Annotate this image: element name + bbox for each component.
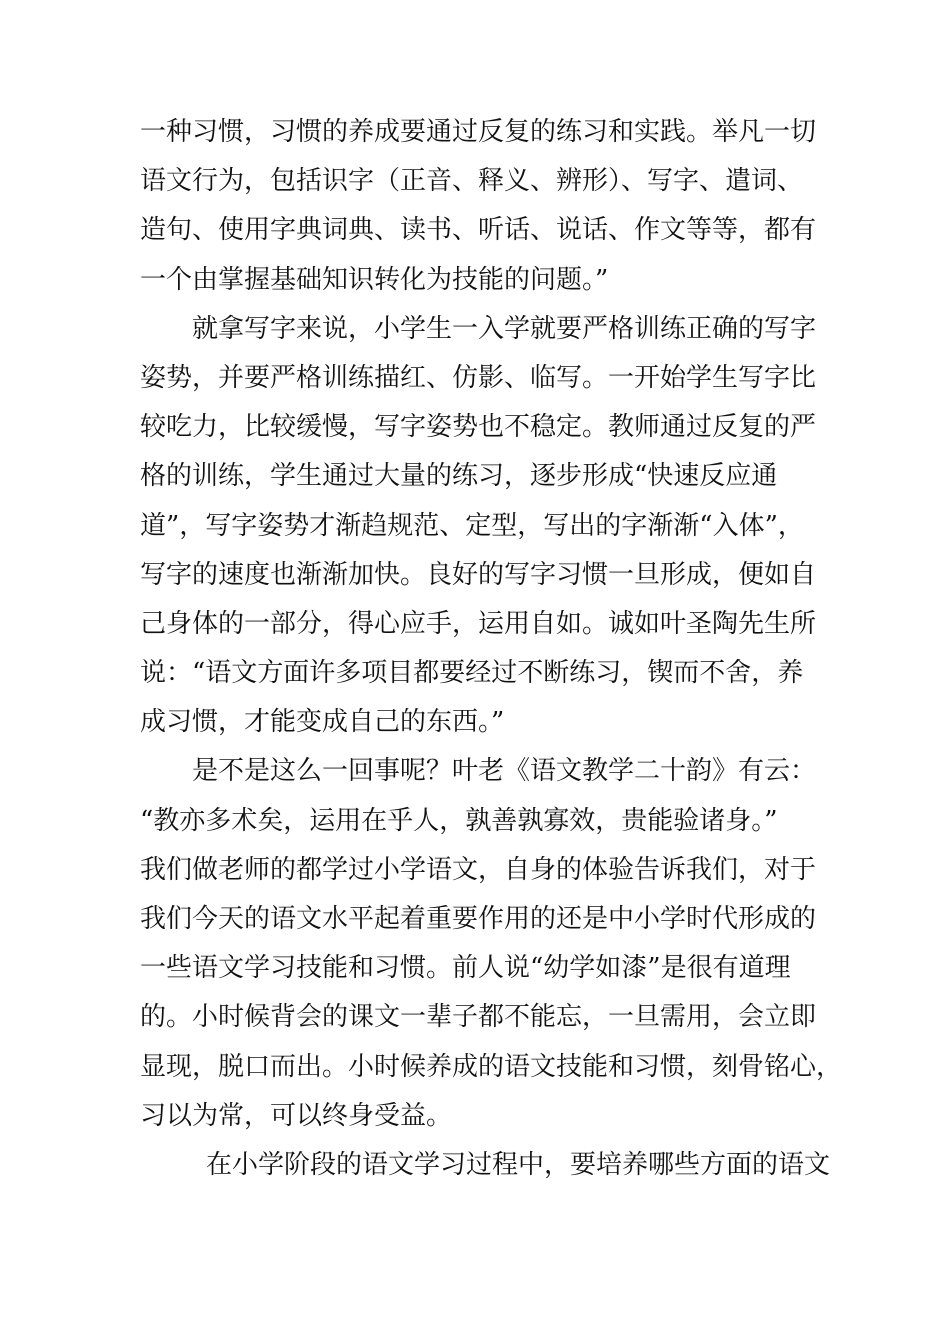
text-line: 显现，脱口而出。小时候养成的语文技能和习惯，刻骨铭心， bbox=[140, 1051, 843, 1082]
text-line: 格的训练，学生通过大量的练习，逐步形成“快速反应通 bbox=[140, 461, 778, 492]
text-line: 造句、使用字典词典、读书、听话、说话、作文等等，都有 bbox=[140, 215, 817, 246]
text-line: 道”，写字姿势才渐趋规范、定型，写出的字渐渐“入体”， bbox=[140, 510, 804, 541]
body-text bbox=[140, 108, 843, 1190]
paragraph-first-line: 是不是这么一回事呢？叶老《语文教学二十韵》有云： bbox=[192, 756, 817, 787]
text-line: 我们今天的语文水平起着重要作用的还是中小学时代形成的 bbox=[140, 904, 817, 934]
text-line: 较吃力，比较缓慢，写字姿势也不稳定。教师通过反复的严 bbox=[140, 412, 817, 443]
paragraph-first-line: 就拿写字来说，小学生一入学就要严格训练正确的写字 bbox=[192, 313, 817, 344]
text-line: 己身体的一部分，得心应手，运用自如。诚如叶圣陶先生所 bbox=[140, 608, 817, 639]
text-line: 写字的速度也渐渐加快。良好的写字习惯一旦形成，便如自 bbox=[140, 559, 817, 590]
text-line: 一个由掌握基础知识转化为技能的问题。” bbox=[140, 264, 609, 295]
text-line: 说：“语文方面许多项目都要经过不断练习，锲而不舍，养 bbox=[140, 658, 804, 689]
text-line: “教亦多术矣，运用在乎人，孰善孰寡效，贵能验诸身。” bbox=[140, 805, 778, 836]
text-line: 一些语文学习技能和习惯。前人说“幼学如漆”是很有道理 bbox=[140, 953, 791, 984]
text-line: 一种习惯，习惯的养成要通过反复的练习和实践。举凡一切 bbox=[140, 117, 817, 147]
text-line: 习以为常，可以终身受益。 bbox=[140, 1100, 453, 1131]
paragraph-first-line: 在小学阶段的语文学习过程中，要培养哪些方面的语文 bbox=[206, 1149, 831, 1180]
text-line: 语文行为，包括识字（正音、释义、辨形）、写字、遣词、 bbox=[140, 166, 804, 197]
text-line: 我们做老师的都学过小学语文，自身的体验告诉我们，对于 bbox=[140, 854, 817, 885]
text-line: 成习惯，才能变成自己的东西。” bbox=[140, 707, 505, 738]
text-line: 姿势，并要严格训练描红、仿影、临写。一开始学生写字比 bbox=[140, 362, 817, 393]
text-line: 的。小时候背会的课文一辈子都不能忘，一旦需用，会立即 bbox=[140, 1002, 817, 1033]
